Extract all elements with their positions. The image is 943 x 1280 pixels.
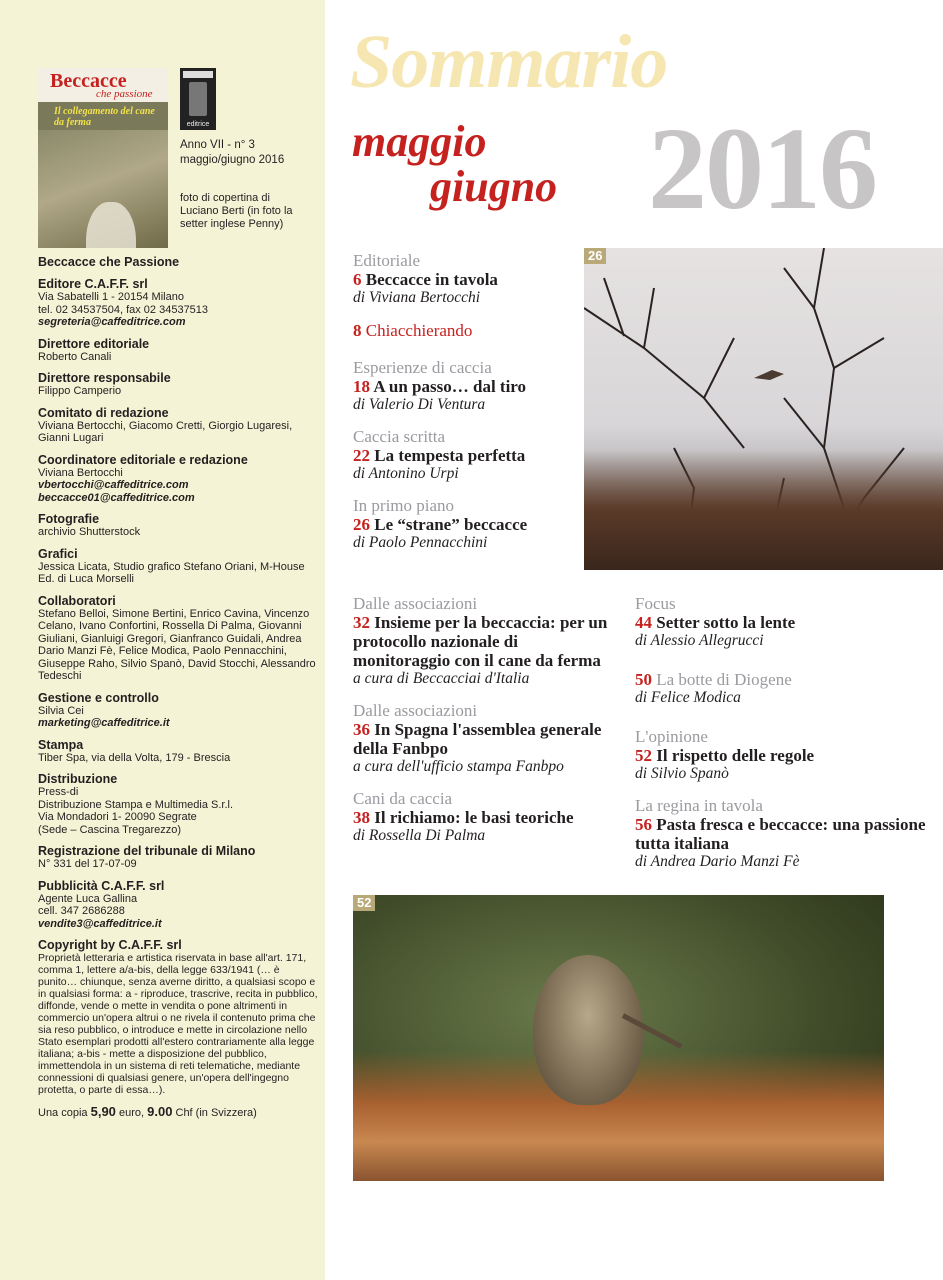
dir-ed-name: Roberto Canali	[38, 350, 112, 363]
editore-email[interactable]: segreteria@caffeditrice.com	[38, 316, 186, 328]
toc-column-top-left	[353, 251, 615, 565]
editore-phone: tel. 02 34537504, fax 02 34537513	[38, 303, 209, 316]
distr-heading: Distribuzione	[38, 772, 118, 786]
pub-agent: Agente Luca Gallina	[38, 892, 138, 905]
stampa-heading: Stampa	[38, 737, 84, 752]
cover-thumbnail[interactable]	[38, 68, 168, 248]
page-title: Sommario	[350, 20, 668, 104]
pub-phone: cell. 347 2686288	[38, 905, 125, 917]
toc-entry[interactable]: Cani da caccia 38 Il richiamo: le basi teoriche di Rossella Di Palma	[353, 789, 574, 844]
coord-heading: Coordinatore editoriale e redazione	[38, 452, 248, 467]
toc-entry[interactable]: Dalle associazioni 36 In Spagna l'assemblea generale della Fanbpo a cura dell'ufficio stampa Fanbpo	[353, 701, 602, 775]
issue-date: maggio/giugno 2016	[180, 154, 285, 166]
collab-heading: Collaboratori	[38, 593, 116, 608]
dir-resp-heading: Direttore responsabile	[38, 371, 171, 385]
price-suffix: Chf (in Svizzera)	[175, 1107, 257, 1119]
price-line	[38, 1106, 320, 1120]
toc-column-bottom-left	[353, 594, 615, 858]
toc-entry[interactable]: 8 Chiacchierando	[353, 321, 473, 340]
ground-shade	[584, 450, 943, 570]
toc-entry[interactable]: 50 La botte di Diogene di Felice Modica	[635, 670, 792, 706]
toc-entry[interactable]: Editoriale 6 Beccacce in tavola di Viviana Bertocchi	[353, 251, 498, 306]
toc-entry[interactable]: Focus 44 Setter sotto la lente di Alessio Allegrucci	[635, 594, 796, 649]
pub-email[interactable]: vendite3@caffeditrice.it	[38, 917, 162, 930]
price-prefix: Una copia	[38, 1107, 88, 1119]
reg-heading: Registrazione del tribunale di Milano	[38, 844, 256, 858]
price-chf: 9.00	[147, 1104, 173, 1119]
grafici-heading: Grafici	[38, 546, 78, 561]
distr-line-1: Press-di	[38, 786, 79, 798]
dir-ed-heading: Direttore editoriale	[38, 336, 150, 351]
gestione-email[interactable]: marketing@caffeditrice.it	[38, 717, 170, 729]
price-mid: euro,	[118, 1107, 145, 1119]
coord-email-2[interactable]: beccacce01@caffeditrice.com	[38, 491, 195, 504]
distr-line-2: Distribuzione Stampa e Multimedia S.r.l.	[38, 798, 234, 811]
photo-tag-52: 52	[353, 895, 375, 911]
distr-line-4: (Sede – Cascina Tregarezzo)	[38, 823, 182, 836]
reg-number: N° 331 del 17-07-09	[38, 858, 137, 870]
foto-credit: archivio Shutterstock	[38, 526, 141, 538]
issue-number: Anno VII - n° 3	[180, 139, 255, 151]
editore-heading: Editore C.A.F.F. srl	[38, 277, 148, 291]
toc-entry[interactable]: La regina in tavola 56 Pasta fresca e beccacce: una passione tutta italiana di Andrea Dario Manzi Fè	[635, 796, 926, 870]
copyright-text: Proprietà letteraria e artistica riservata in base all'art. 171, comma 1, lettere a/a-bis, della legge 633/1941 (… è punito… chiunque, senza averne diritto, a qualsiasi scopo e in qualsiasi forma: a - riproduce, trascrive, recita in pubblico, diffonde, vende o mette in vendita o pone altrimenti in commercio un'opera altrui o ne rivela il contenuto prima che sia reso pubblico, o introduce e mette in circolazione nello Stato esemplari prodotti all'estero contrariamente alla legge italiana; a-bis - mette a disposizione del pubblico, immettendola in un sistema di reti telematiche, mediante connessioni di qualsiasi genere, un'opera dell'ingegno protetta, o parte di essa…).	[38, 952, 318, 1096]
coord-email-1[interactable]: vbertocchi@caffeditrice.com	[38, 479, 189, 491]
coord-name: Viviana Bertocchi	[38, 466, 123, 479]
dir-resp-name: Filippo Camperio	[38, 385, 122, 397]
cover-dog-image	[86, 202, 136, 248]
price-eur: 5,90	[90, 1104, 116, 1119]
year: 2016	[648, 103, 876, 234]
logo-text: editrice	[186, 121, 210, 128]
stampa-address: Tiber Spa, via della Volta, 179 - Brescia	[38, 751, 231, 764]
toc-entry[interactable]: Caccia scritta 22 La tempesta perfetta di Antonino Urpi	[353, 427, 526, 482]
distr-line-3: Via Mondadori 1- 20090 Segrate	[38, 811, 197, 823]
issue-info	[180, 138, 284, 168]
cover-credit: foto di copertina di Luciano Berti (in foto la setter inglese Penny)	[180, 192, 293, 230]
woodcock-image	[533, 955, 643, 1105]
comitato-heading: Comitato di redazione	[38, 405, 169, 420]
toc-entry[interactable]: L'opinione 52 Il rispetto delle regole di Silvio Spanò	[635, 727, 815, 782]
caff-logo	[180, 68, 216, 130]
copyright-heading: Copyright by C.A.F.F. srl	[38, 938, 182, 952]
masthead	[38, 255, 320, 1120]
cover-title: Beccacce	[50, 70, 127, 92]
cover-headline: Il collegamento del cane da ferma	[54, 106, 155, 128]
toc-entry[interactable]: Esperienze di caccia 18 A un passo… dal tiro di Valerio Di Ventura	[353, 358, 527, 413]
month-1: maggio	[352, 117, 487, 166]
pub-heading: Pubblicità C.A.F.F. srl	[38, 878, 165, 893]
foto-heading: Fotografie	[38, 512, 100, 526]
toc-entry[interactable]: In primo piano 26 Le “strane” beccacce di Paolo Pennacchini	[353, 496, 528, 551]
comitato-names: Viviana Bertocchi, Giacomo Cretti, Giorgio Lugaresi, Gianni Lugari	[38, 419, 293, 444]
toc-column-right	[635, 594, 935, 884]
sidebar	[0, 0, 325, 1280]
masthead-magazine: Beccacce che Passione	[38, 255, 180, 269]
photo-woodcock-flight	[584, 248, 943, 570]
cover-photo	[38, 130, 168, 248]
gestione-name: Silvia Cei	[38, 704, 84, 717]
toc-entry[interactable]: Dalle associazioni 32 Insieme per la beccaccia: per un protocollo nazionale di monitoraggio con il cane da ferma a cura di Beccacciai d'Italia	[353, 594, 608, 687]
collab-names: Stefano Belloi, Simone Bertini, Enrico Cavina, Vincenzo Celano, Ivano Confortini, Rossella Di Palma, Giovanni Giuliani, Gianluigi Gregori, Gianfranco Guidali, Andrea Dario Manzi Fè, Felice Modica, Paolo Pennacchini, Giuseppe Raho, Silvio Spanò, David Stocchi, Alessandro Tedeschi	[38, 607, 316, 682]
cover-subtitle: che passione	[96, 88, 153, 100]
editore-address: Via Sabatelli 1 - 20154 Milano	[38, 291, 184, 303]
grafici-names: Jessica Licata, Studio grafico Stefano Oriani, M-House Ed. di Luca Morselli	[38, 560, 305, 585]
photo-woodcock-ground	[353, 895, 884, 1181]
photo-tag-26: 26	[584, 248, 606, 264]
gestione-heading: Gestione e controllo	[38, 690, 159, 705]
month-2: giugno	[430, 162, 558, 211]
